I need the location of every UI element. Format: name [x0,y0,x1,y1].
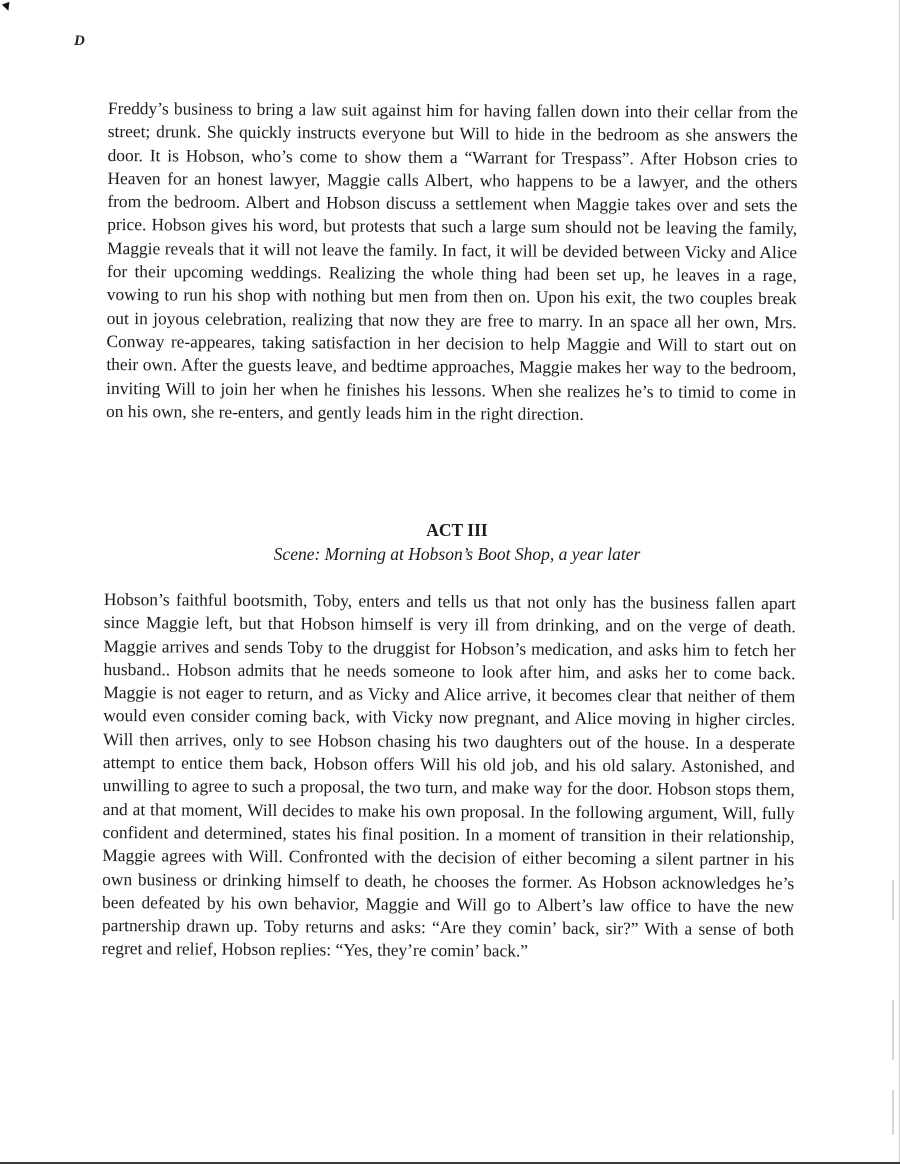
act-three-summary-paragraph: Hobson’s faithful bootsmith, Toby, enters and tells us that not only has the business fallen apart since Maggie left, but that Hobson himself is very ill from drinking, and on the verge of death. Maggie arrives and sends Toby to the druggist for Hobson’s medication, and asks him to fetch her husband.. Hobson admits that he needs someone to look after him, and asks her to come back. Maggie is not eager to return, and as Vicky and Alice arrive, it becomes clear that neither of them would even consider coming back, with Vicky now pregnant, and Alice moving in higher circles. Will then arrives, only to see Hobson chasing his two daughters out of the house. In a desperate attempt to entice them back, Hobson offers Will his old job, and his old salary. Astonished, and unwilling to agree to such a proposal, the two turn, and make way for the door. Hobson stops them, and at that moment, Will decides to make his own proposal. In the following argument, Will, fully confident and determined, states his final position. In a moment of transition in their relationship, Maggie agrees with Will. Confronted with the decision of either becoming a silent partner in his own business or drinking himself to death, he chooses the former. As Hobson acknowledges he’s been defeated by his own behavior, Maggie and Will go to Albert’s law office to have the new partnership drawn up. Toby returns and asks: “Are they comin’ back, sir?” With a sense of both regret and relief, Hobson replies: “Yes, they’re comin’ back.” [101,589,796,962]
scan-artifact [892,1000,894,1060]
act-heading: ACT III [426,520,488,540]
scan-artifact [892,1090,894,1135]
corner-scan-mark [2,2,12,12]
act-two-summary-paragraph: Freddy’s business to bring a law suit against him for having fallen down into their cellar from the street; drunk. She quickly instructs everyone but Will to hide in the bedroom as she answers the door. It is Hobson, who’s come to show them a “Warrant for Trespass”. After Hobson cries to Heaven for an honest lawyer, Maggie calls Albert, who happens to be a lawyer, and the others from the bedroom. Albert and Hobson discuss a settlement when Maggie takes over and sets the price. Hobson gives his word, but protests that such a large sum should not be leaving the family, Maggie reveals that it will not leave the family. In fact, it will be devided between Vicky and Alice for their upcoming weddings. Realizing the whole thing had been set up, he leaves in a rage, vowing to run his shop with nothing but men from then on. Upon his exit, the two couples break out in joyous celebration, realizing that now they are free to marry. In an space all her own, Mrs. Conway re-appeares, taking satisfaction in her decision to help Maggie and Will to start out on their own. After the guests leave, and bedtime approaches, Maggie makes her way to the bedroom, inviting Will to join her when he finishes his lessons. When she realizes he’s to timid to come in on his own, she re-enters, and gently leads him in the right direction. [106,97,798,424]
page-marker: D [74,33,85,49]
scan-artifact [892,880,894,920]
scene-description: Scene: Morning at Hobson’s Boot Shop, a year later [273,544,641,564]
